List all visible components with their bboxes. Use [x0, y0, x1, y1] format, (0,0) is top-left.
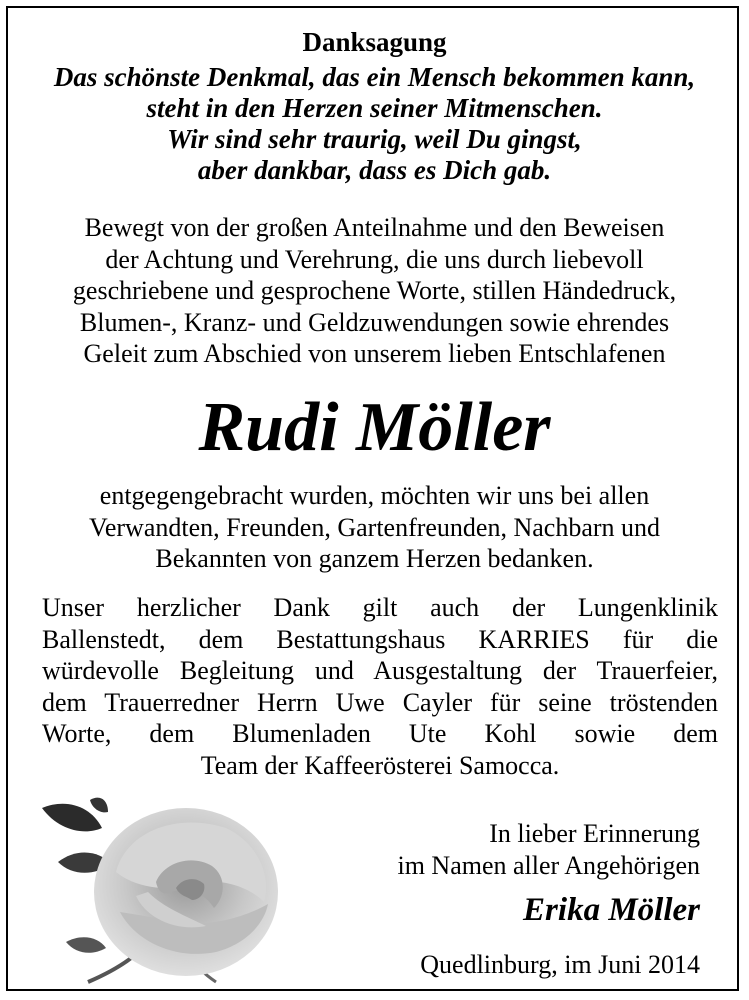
motto-quote [0, 62, 749, 186]
motto-line: steht in den Herzen seiner Mitmenschen. [146, 93, 603, 123]
paragraph-line: Bewegt von der großen Anteilnahme und den Beweisen [84, 213, 665, 242]
paragraph-line: Geleit zum Abschied von unserem lieben Entschlafenen [83, 339, 666, 368]
motto-line: Wir sind sehr traurig, weil Du gingst, [167, 124, 582, 154]
closing-line: In lieber Erinnerung [489, 819, 700, 848]
paragraph-line: Unser herzlicher Dank gilt auch der Lungenklinik [42, 593, 718, 622]
signer-name: Erika Möller [523, 892, 700, 928]
paragraph-line: Bekannten von ganzem Herzen bedanken. [155, 544, 594, 573]
paragraph-line: dem Trauerredner Herrn Uwe Cayler für seine tröstenden [42, 687, 718, 717]
closing-lines [330, 818, 700, 881]
thanks-paragraph-2 [0, 480, 749, 575]
thanks-paragraph-3 [42, 592, 718, 781]
paragraph-line: Verwandten, Freunden, Gartenfreunden, Nachbarn und [88, 512, 661, 542]
paragraph-line: geschriebene und gesprochene Worte, stillen Händedruck, [72, 276, 677, 305]
paragraph-line: Blumen-, Kranz- und Geldzuwendungen sowie ehrendes [79, 307, 670, 337]
place-date: Quedlinburg, im Juni 2014 [420, 950, 700, 979]
paragraph-line: Ballenstedt, dem Bestattungshaus KARRIES für die [42, 624, 718, 654]
paragraph-line: der Achtung und Verehrung, die uns durch liebevoll [105, 244, 644, 274]
deceased-name: Rudi Möller [198, 389, 551, 466]
paragraph-line: Team der Kaffeerösterei Samocca. [200, 750, 560, 780]
paragraph-line: würdevolle Begleitung und Ausgestaltung der Trauerfeier, [42, 656, 718, 685]
notice-heading: Danksagung [302, 27, 447, 57]
thanks-paragraph-1 [0, 212, 749, 370]
rose-icon [36, 792, 296, 988]
paragraph-line: Worte, dem Blumenladen Ute Kohl sowie dem [42, 719, 718, 748]
paragraph-line: entgegengebracht wurden, möchten wir uns bei allen [99, 481, 650, 510]
motto-line: aber dankbar, dass es Dich gab. [197, 155, 552, 185]
motto-line: Das schönste Denkmal, das ein Mensch bekommen kann, [53, 62, 696, 92]
closing-line: im Namen aller Angehörigen [397, 850, 700, 880]
